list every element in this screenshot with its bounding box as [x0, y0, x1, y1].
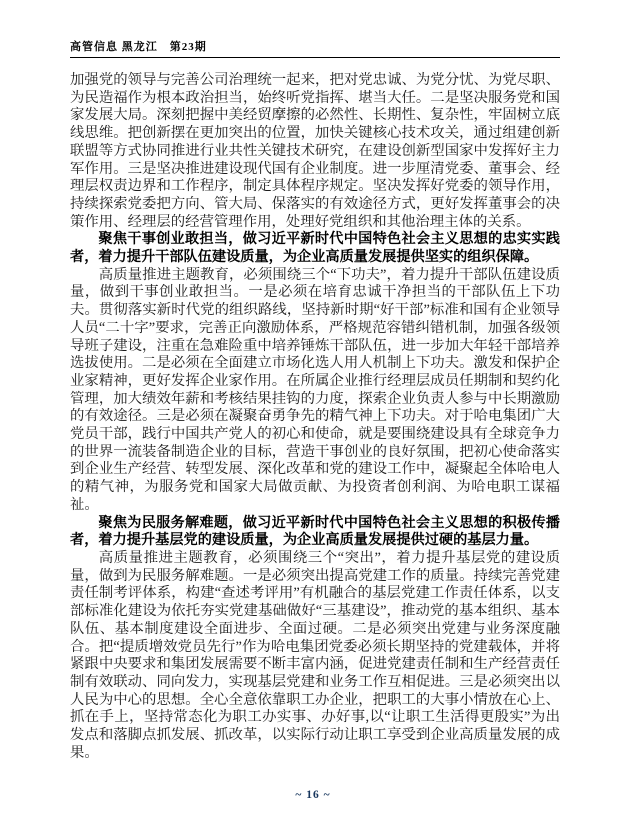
page-footer [0, 785, 626, 803]
lead-paragraph-grassroots: 聚焦为民服务解难题，做习近平新时代中国特色社会主义思想的积极传播者，着力提升基层党的建设质量，为企业高质量发展提供过硬的基层力量。 [70, 514, 560, 549]
body-paragraph-continuation: 加强党的领导与完善公司治理统一起来，把对党忠诚、为党分忧、为党尽职、为民造福作为根本政治担当，始终听党指挥、堪当大任。二是坚决服务党和国家发展大局。深刻把握中美经贸摩擦的必然性、长期性、复杂性，牢固树立底线思维。把创新摆在更加突出的位置，加快关键核心技术攻关，通过组建创新联盟等方式协同推进行业共性关键技术研究，在建设创新型国家中发挥好主力军作用。三是坚决推进建设现代国有企业制度。进一步厘清党委、董事会、经理层权责边界和工作程序，制定具体程序规定。坚决发挥好党委的领导作用，持续探索党委把方向、管大局、保落实的有效途径方式，更好发挥董事会的决策作用、经理层的经营管理作用，处理好党组织和其他治理主体的关系。 [70, 72, 560, 230]
lead-paragraph-cadre-team: 聚焦干事创业敢担当，做习近平新时代中国特色社会主义思想的忠实实践者，着力提升干部队伍建设质量，为企业高质量发展提供坚实的组织保障。 [70, 231, 560, 266]
body-paragraph-cadre-team-detail: 高质量推进主题教育，必须围绕三个“下功夫”，着力提升干部队伍建设质量，做到干事创业敢担当。一是必须在培育忠诚干净担当的干部队伍上下功夫。贯彻落实新时代党的组织路线，坚持新时期“好干部”标准和国有企业领导人员“二十字”要求，完善正向激励体系，严格规范容错纠错机制，加强各级领导班子建设，注重在急难险重中培养锤炼干部队伍，进一步加大年轻干部培养选拔使用。二是必须在全面建立市场化选人用人机制上下功夫。激发和保护企业家精神，更好发挥企业家作用。在所属企业推行经理层成员任期制和契约化管理，加大绩效年薪和考核结果挂钩的力度，探索企业负责人参与中长期激励的有效途径。三是必须在凝聚奋勇争先的精气神上下功夫。对于哈电集团广大党员干部，践行中国共产党人的初心和使命，就是要围绕建设具有全球竞争力的世界一流装备制造企业的目标，营造干事创业的良好氛围，把初心使命落实到企业生产经营、转型发展、深化改革和党的建设工作中，凝聚起全体哈电人的精气神，为服务党和国家大局做贡献、为投资者创利润、为哈电职工谋福祉。 [70, 266, 560, 513]
document-body [70, 72, 560, 762]
body-paragraph-grassroots-detail: 高质量推进主题教育，必须围绕三个“突出”，着力提升基层党的建设质量，做到为民服务解难题。一是必须突出提高党建工作的质量。持续完善党建责任制考评体系，构建“查述考评用”有机融合的基层党建工作责任体系，以支部标准化建设为依托夯实党建基础做好“三基建设”，推动党的基本组织、基本队伍、基本制度建设全面进步、全面过硬。二是必须突出党建与业务深度融合。把“提质增效党员先行”作为哈电集团党委必须长期坚持的党建载体，并将紧跟中央要求和集团发展需要不断丰富内涵，促进党建责任制和生产经营责任制有效联动、同向发力，实现基层党建和业务工作互相促进。三是必须突出以人民为中心的思想。全心全意依靠职工办企业，把职工的大事小情放在心上、抓在手上，坚持常态化为职工办实事、办好事,以“让职工生活得更殷实”为出发点和落脚点抓发展、抓改革，以实际行动让职工享受到企业高质量发展的成果。 [70, 549, 560, 761]
page-number: ~ 16 ~ [295, 789, 331, 801]
page-header [70, 38, 560, 58]
header-title: 高管信息 黑龙江 第23期 [70, 41, 207, 53]
